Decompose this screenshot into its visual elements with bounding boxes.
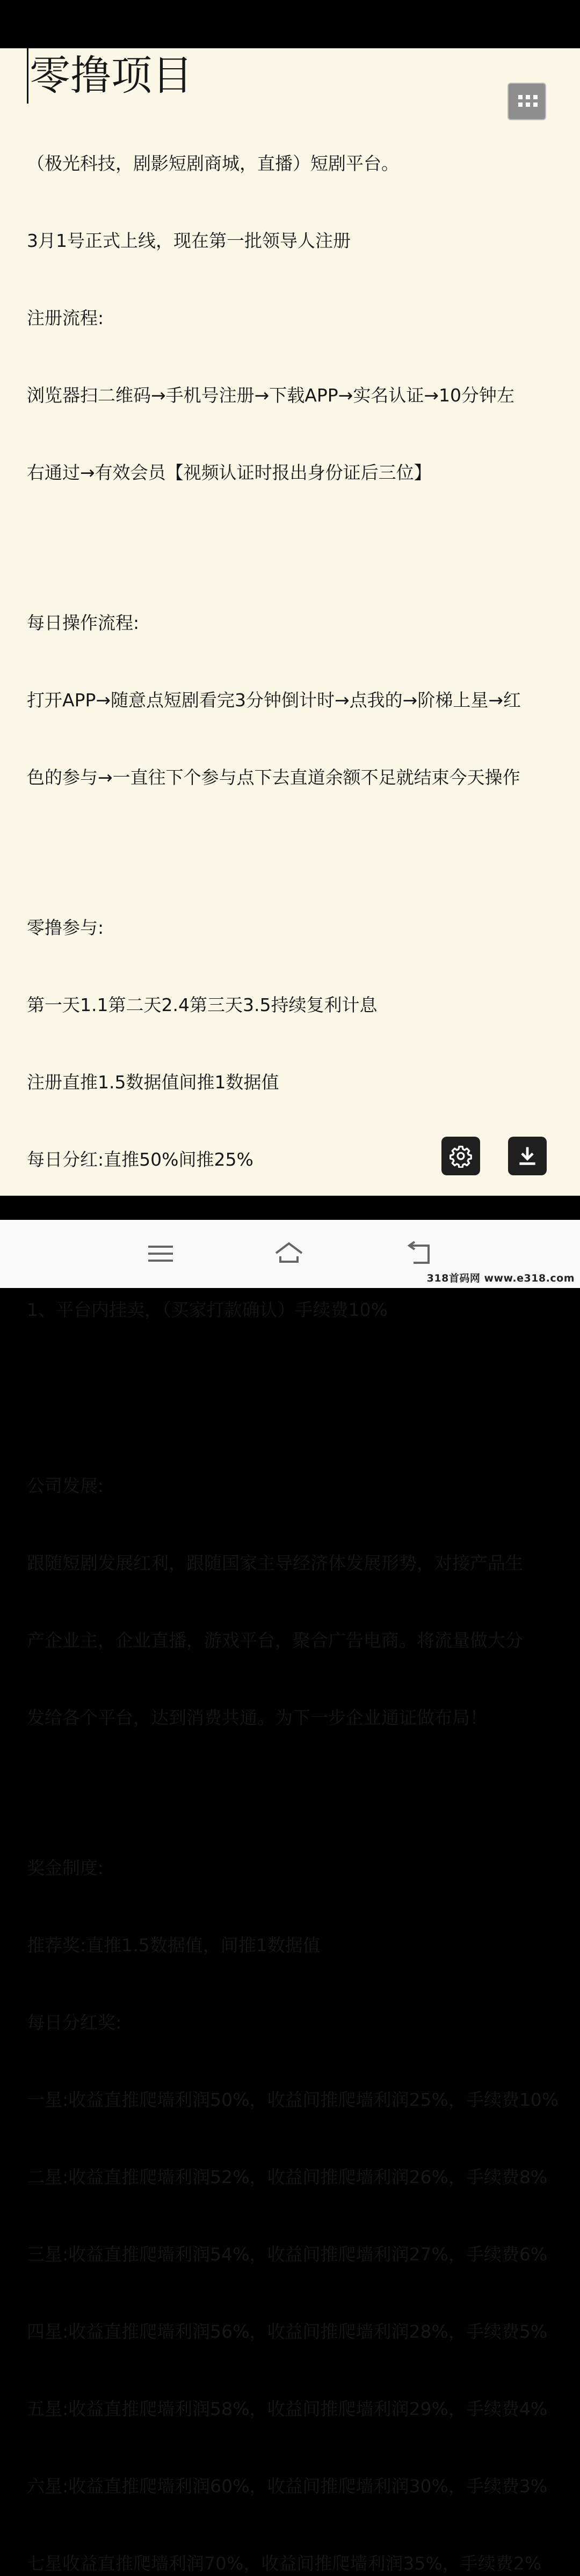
- settings-button[interactable]: [441, 1137, 480, 1175]
- body-line: 五星:收益直推爬墙利润58%，收益间推爬墙利润29%，手续费4%: [27, 2398, 548, 2419]
- body-line: 发给各个平台，达到消费共通。为下一步企业通证做布局！: [27, 1707, 488, 1728]
- back-icon[interactable]: [404, 1240, 434, 1267]
- separator-bar: [0, 1196, 580, 1220]
- body-line: 一星:收益直推爬墙利润50%，收益间推爬墙利润25%，手续费10%: [27, 2089, 559, 2110]
- body-line: 打开APP→随意点短剧看完3分钟倒计时→点我的→阶梯上星→红: [27, 690, 521, 711]
- body-line: 注册流程:: [27, 308, 104, 328]
- body-line: 奖金制度:: [27, 1857, 104, 1878]
- menu-button[interactable]: [508, 83, 546, 120]
- body-line: 三星:收益直推爬墙利润54%，收益间推爬墙利润27%，手续费6%: [27, 2244, 548, 2265]
- home-icon[interactable]: [274, 1240, 304, 1267]
- body-line: 浏览器扫二维码→手机号注册→下载APP→实名认证→10分钟左: [27, 385, 514, 406]
- body-line: 第一天1.1第二天2.4第三天3.5持续复利计息: [27, 994, 378, 1015]
- body-line: 推荐奖:直推1.5数据值，间推1数据值: [27, 1935, 321, 1956]
- body-line: 右通过→有效会员【视频认证时报出身份证后三位】: [27, 462, 432, 483]
- body-line: 产企业主，企业直播，游戏平台，聚合广告电商。将流量做大分: [27, 1630, 523, 1651]
- blank-line: [27, 1374, 564, 1422]
- note-title[interactable]: 零撸项目: [27, 48, 193, 104]
- body-line: 注册直推1.5数据值间推1数据值: [27, 1072, 279, 1093]
- watermark: 318首码网 www.e318.com: [426, 1272, 575, 1284]
- body-line: 公司发展:: [27, 1475, 104, 1496]
- body-line: 每日分红:直推50%间推25%: [27, 1149, 253, 1170]
- body-line: 每日分红奖:: [27, 2012, 122, 2033]
- body-line: 跟随短剧发展红利，跟随国家主导经济体发展形势，对接产品生: [27, 1553, 523, 1574]
- body-line: 七星收益直推爬墙利润70%，收益间推爬墙利润35%，手续费2%: [27, 2553, 542, 2574]
- body-line: 3月1号正式上线，现在第一批领导人注册: [27, 230, 351, 251]
- blank-line: [27, 1782, 564, 1804]
- body-line: 每日操作流程:: [27, 612, 140, 633]
- body-line: 1、平台内挂卖，（买家打款确认）手续费10%: [27, 1299, 388, 1320]
- navigation-bar: [0, 1220, 580, 1288]
- body-line: 零撸参与:: [27, 917, 104, 938]
- body-line: 二星:收益直推爬墙利润52%，收益间推爬墙利润26%，手续费8%: [27, 2167, 548, 2187]
- body-line: 六星:收益直推爬墙利润60%，收益间推爬墙利润30%，手续费3%: [27, 2476, 548, 2497]
- note-body[interactable]: [27, 99, 564, 2576]
- status-bar: [0, 0, 580, 48]
- gear-icon: [449, 1144, 473, 1168]
- blank-line: [27, 842, 564, 863]
- hamburger-icon[interactable]: [146, 1240, 176, 1267]
- body-line: （极光科技，剧影短剧商城，直播）短剧平台。: [27, 153, 399, 174]
- download-button[interactable]: [508, 1137, 547, 1175]
- body-line: 色的参与→一直往下个参与点下去直道余额不足就结束今天操作: [27, 767, 520, 788]
- grid-menu-icon: [518, 95, 538, 109]
- download-icon: [516, 1144, 539, 1168]
- body-line: 四星:收益直推爬墙利润56%，收益间推爬墙利润28%，手续费5%: [27, 2321, 548, 2342]
- blank-line: [27, 537, 564, 559]
